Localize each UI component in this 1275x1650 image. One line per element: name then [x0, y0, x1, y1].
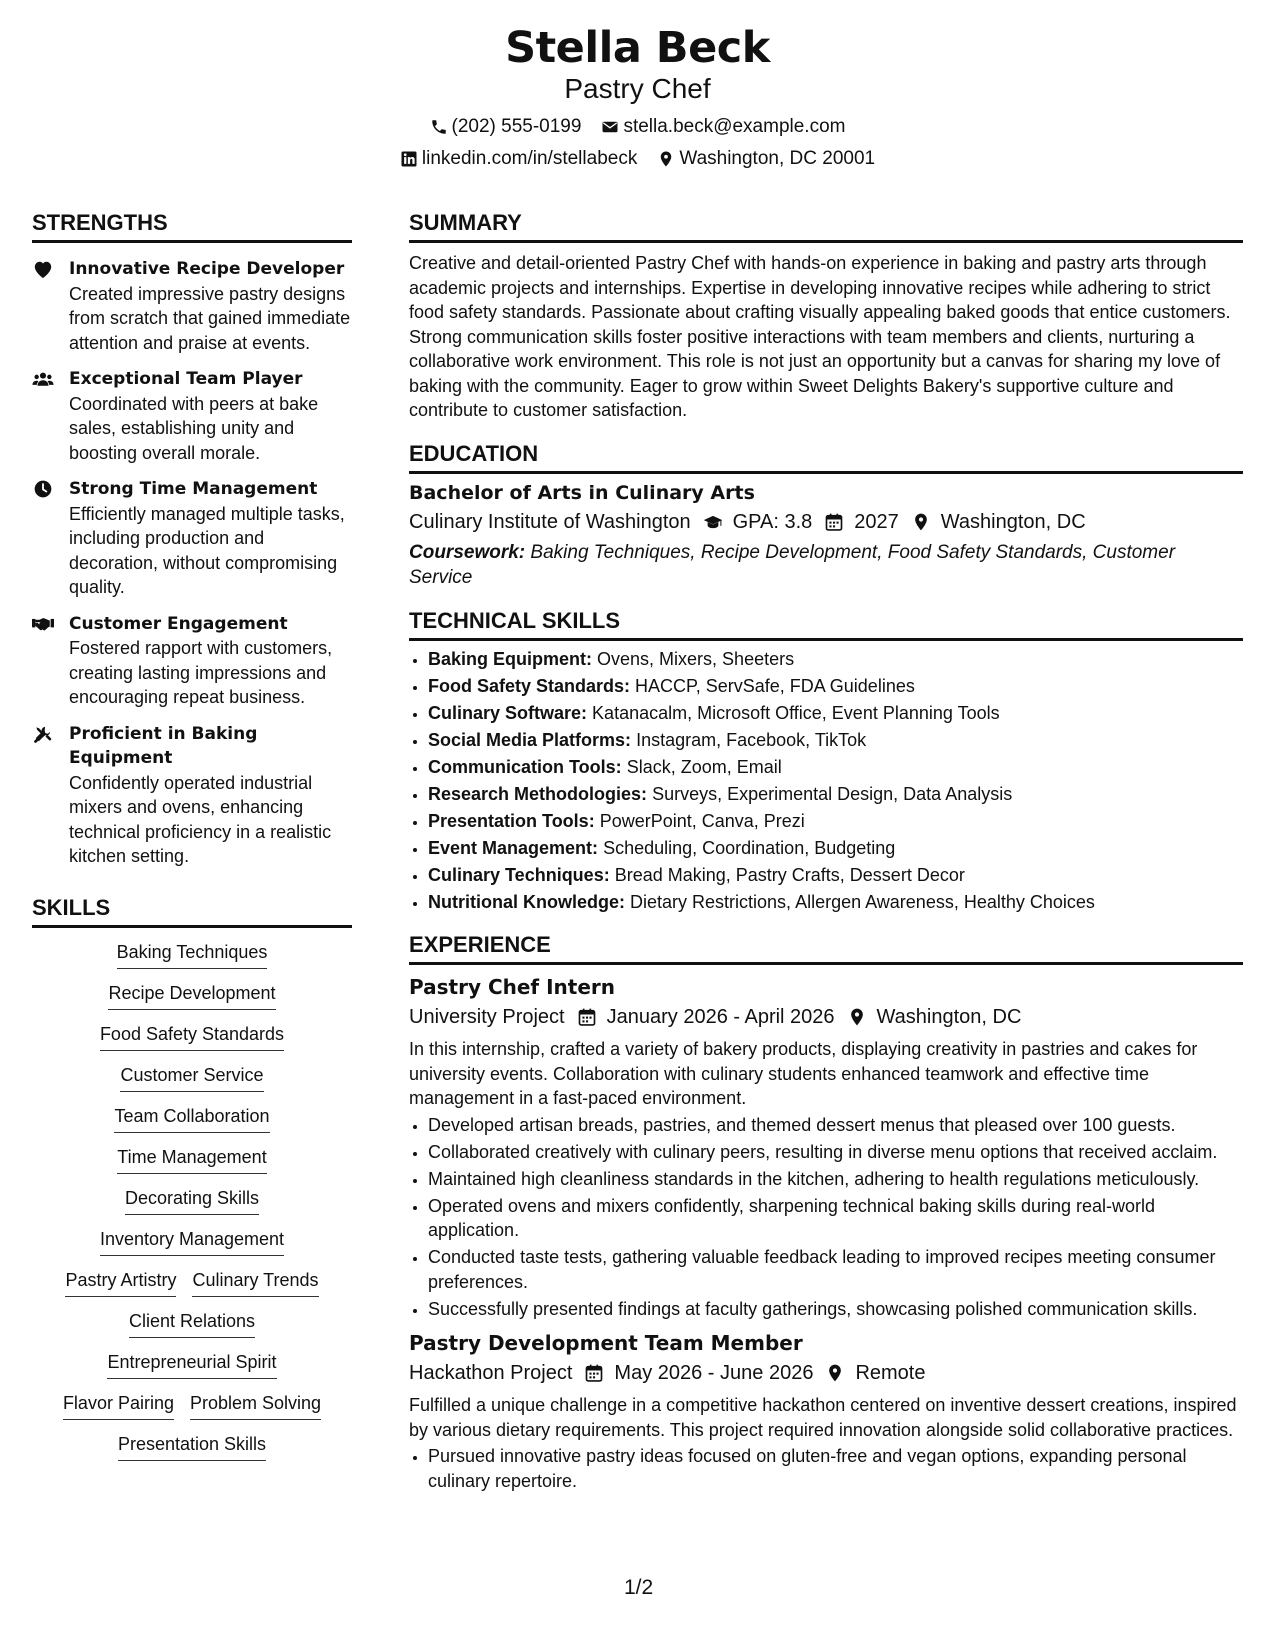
contact-linkedin[interactable] [400, 147, 637, 171]
strength-title: Innovative Recipe Developer [69, 259, 345, 279]
contact-phone [430, 115, 582, 139]
strength-title: Customer Engagement [69, 613, 288, 634]
experience-section [409, 932, 1243, 1493]
handshake-icon [32, 614, 54, 634]
strength-item [32, 477, 352, 600]
list-item: • Pursued innovative pastry ideas focused on gluten-free and vegan options, expanding personal culinary repertoire. [428, 1444, 1243, 1493]
job-bullets [409, 1444, 1243, 1493]
job-location: Washington, DC [876, 1006, 1022, 1028]
education-heading: EDUCATION [409, 441, 1243, 474]
gpa-item [703, 508, 813, 536]
strengths-heading: STRENGTHS [32, 210, 352, 243]
job-title: Pastry Chef [564, 73, 711, 104]
list-item: • Research Methodologies: Surveys, Experimental Design, Data Analysis [428, 782, 1243, 807]
job-bullets [409, 1113, 1243, 1322]
technical-skills-section [409, 608, 1243, 915]
skill-tag: Client Relations [129, 1309, 255, 1338]
coursework-text: Baking Techniques, Recipe Development, Food Safety Standards, Customer Service [409, 541, 1176, 588]
list-item: • Baking Equipment: Ovens, Mixers, Sheeters [428, 647, 1243, 672]
job-dates: January 2026 - April 2026 [606, 1006, 835, 1028]
tools-icon [32, 724, 54, 744]
strength-item [32, 612, 352, 710]
envelope-icon [601, 118, 619, 136]
experience-heading: EXPERIENCE [409, 932, 1243, 965]
year-item [824, 508, 899, 536]
list-item: • Event Management: Scheduling, Coordination, Budgeting [428, 836, 1243, 861]
phone-text: (202) 555-0199 [451, 116, 582, 137]
map-pin-icon [825, 1363, 845, 1383]
job-title: Pastry Chef Intern [409, 975, 615, 999]
job-title: Pastry Development Team Member [409, 1331, 803, 1355]
strength-title: Exceptional Team Player [69, 369, 303, 389]
strength-text: Coordinated with peers at bake sales, establishing unity and boosting overall morale. [69, 393, 319, 463]
job-description: Fulfilled a unique challenge in a competitive hackathon centered on inventive dessert creations, inspired by various dietary requirements. This project required innovation alongside solid collaborative practices. [409, 1395, 1237, 1440]
degree-title: Bachelor of Arts in Culinary Arts [409, 481, 755, 504]
heart-icon [32, 259, 54, 279]
calendar-icon [824, 512, 844, 532]
skills-section [32, 895, 352, 1461]
job-dates-item [577, 1003, 835, 1031]
strength-text: Efficiently managed multiple tasks, including production and decoration, without compromising quality. [69, 503, 345, 597]
education-location-text: Washington, DC [940, 510, 1086, 533]
job-org: University Project [409, 1006, 565, 1028]
strength-title: Proficient in Baking Equipment [69, 723, 258, 768]
list-item: • Conducted taste tests, gathering valuable feedback leading to improved recipes meeting consumer preferences. [428, 1245, 1243, 1294]
skill-tag: Customer Service [120, 1063, 263, 1092]
location-text: Washington, DC 20001 [679, 148, 876, 169]
candidate-name: Stella Beck [505, 23, 770, 73]
list-item: • Maintained high cleanliness standards in the kitchen, adhering to health regulations meticulously. [428, 1167, 1243, 1192]
strength-text: Fostered rapport with customers, creating lasting impressions and encouraging repeat business. [69, 638, 333, 707]
job-dates: May 2026 - June 2026 [614, 1362, 814, 1384]
education-location-item [911, 508, 1086, 536]
year-text: 2027 [854, 510, 899, 533]
list-item: • Culinary Techniques: Bread Making, Pastry Crafts, Dessert Decor [428, 863, 1243, 888]
job-location-item [825, 1359, 925, 1387]
list-item: • Developed artisan breads, pastries, and themed dessert menus that pleased over 100 guests. [428, 1113, 1243, 1138]
right-column [409, 210, 1243, 1496]
job-meta [409, 1003, 1243, 1031]
education-meta [409, 508, 1243, 536]
summary-heading: SUMMARY [409, 210, 1243, 243]
skills-heading: SKILLS [32, 895, 352, 928]
gpa-text: GPA: 3.8 [732, 510, 813, 533]
strength-item [32, 722, 352, 869]
skill-tag: Food Safety Standards [100, 1022, 284, 1051]
list-item: • Social Media Platforms: Instagram, Facebook, TikTok [428, 728, 1243, 753]
strength-item [32, 257, 352, 355]
job-location-item [847, 1003, 1022, 1031]
skill-tag: Team Collaboration [114, 1104, 269, 1133]
map-pin-icon [657, 150, 675, 168]
job-meta [409, 1359, 1243, 1387]
list-item: • Presentation Tools: PowerPoint, Canva, Prezi [428, 809, 1243, 834]
coursework-label: Coursework: [409, 541, 526, 563]
skill-tag: Problem Solving [190, 1391, 321, 1420]
technical-skills-list [409, 647, 1243, 915]
calendar-icon [577, 1007, 597, 1027]
job-dates-item [584, 1359, 813, 1387]
users-icon [32, 369, 54, 389]
page-number: 1/2 [624, 1576, 654, 1599]
map-pin-icon [911, 512, 931, 532]
experience-entry [409, 973, 1243, 1321]
skill-tag: Culinary Trends [192, 1268, 318, 1297]
education-section [409, 441, 1243, 590]
skill-tag: Flavor Pairing [63, 1391, 174, 1420]
left-column [32, 210, 352, 1461]
job-org: Hackathon Project [409, 1362, 573, 1384]
coursework [409, 540, 1243, 590]
contact-row-1 [0, 115, 1275, 139]
list-item: • Culinary Software: Katanacalm, Microsoft Office, Event Planning Tools [428, 701, 1243, 726]
job-location: Remote [855, 1362, 926, 1384]
skill-tag: Pastry Artistry [65, 1268, 176, 1297]
calendar-icon [584, 1363, 604, 1383]
skill-tag: Inventory Management [100, 1227, 284, 1256]
strength-title: Strong Time Management [69, 479, 318, 499]
school-name: Culinary Institute of Washington [409, 510, 691, 533]
skill-tag: Entrepreneurial Spirit [107, 1350, 276, 1379]
summary-text: Creative and detail-oriented Pastry Chef with hands-on experience in baking and pastry arts through academic projects and internships. Expertise in developing innovative recipes while adhering to strict food safety standards. Passionate about crafting visually appealing baked goods that entice customers. Strong communication skills foster positive interactions with team members and clients, nurturing a collaborative work environment. This role is not just an opportunity but a canvas for sharing my love of baking with the community. Eager to grow within Sweet Delights Bakery's supportive culture and contribute to customer satisfaction. [409, 253, 1231, 420]
list-item: • Successfully presented findings at faculty gatherings, showcasing polished communication skills. [428, 1297, 1243, 1322]
job-description: In this internship, crafted a variety of bakery products, displaying creativity in pastries and cakes for university events. Collaboration with culinary students enhanced teamwork and effective time management in a fast-paced environment. [409, 1039, 1198, 1108]
list-item: • Food Safety Standards: HACCP, ServSafe, FDA Guidelines [428, 674, 1243, 699]
contact-location [657, 147, 875, 171]
experience-entry [409, 1329, 1243, 1493]
skill-tag: Recipe Development [108, 981, 275, 1010]
skill-tag: Time Management [117, 1145, 266, 1174]
list-item: • Operated ovens and mixers confidently, sharpening technical baking skills during real-world application. [428, 1194, 1243, 1243]
contact-row-2 [0, 147, 1275, 171]
list-item: • Communication Tools: Slack, Zoom, Email [428, 755, 1243, 780]
strength-text: Confidently operated industrial mixers and ovens, enhancing technical proficiency in a realistic kitchen setting. [69, 772, 332, 866]
contact-email[interactable] [601, 115, 845, 139]
phone-icon [430, 118, 448, 136]
technical-skills-heading: TECHNICAL SKILLS [409, 608, 1243, 641]
email-text[interactable]: stella.beck@example.com [623, 116, 846, 137]
resume-header [0, 22, 1275, 171]
skill-tag: Baking Techniques [117, 940, 268, 969]
strength-text: Created impressive pastry designs from scratch that gained immediate attention and praise at events. [69, 283, 351, 353]
linkedin-icon [400, 150, 418, 168]
skills-list [32, 940, 352, 1461]
list-item: • Nutritional Knowledge: Dietary Restrictions, Allergen Awareness, Healthy Choices [428, 890, 1243, 915]
list-item: • Collaborated creatively with culinary peers, resulting in diverse menu options that received acclaim. [428, 1140, 1243, 1165]
graduation-cap-icon [703, 512, 723, 532]
skill-tag: Decorating Skills [125, 1186, 259, 1215]
linkedin-text[interactable]: linkedin.com/in/stellabeck [421, 148, 638, 169]
map-pin-icon [847, 1007, 867, 1027]
strength-item [32, 367, 352, 465]
clock-icon [32, 479, 54, 499]
skill-tag: Presentation Skills [118, 1432, 266, 1461]
